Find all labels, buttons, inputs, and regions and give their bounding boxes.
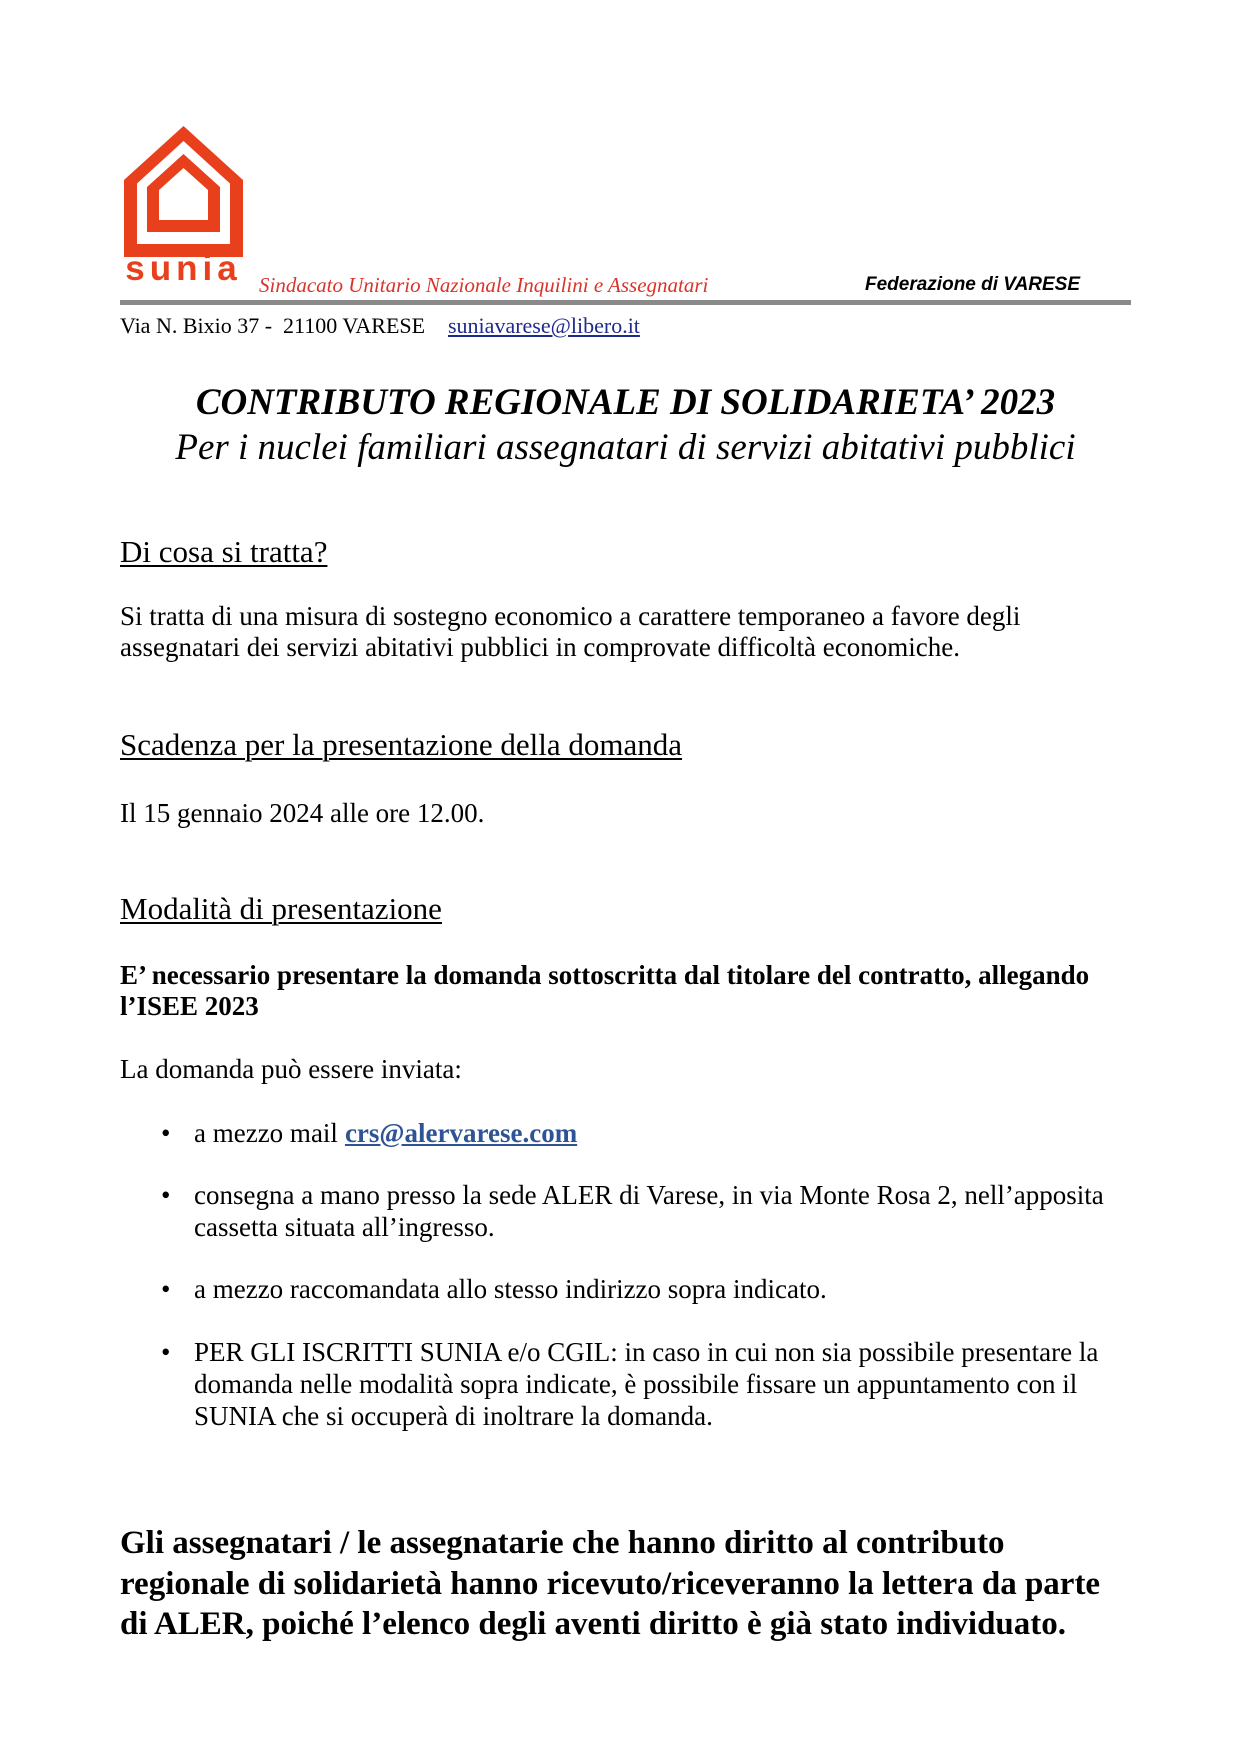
paragraph-line: Si tratta di una misura di sostegno economico a carattere temporaneo a favore degli <box>120 601 1021 631</box>
bullet-icon: • <box>161 1118 171 1148</box>
email-link[interactable]: suniavarese@libero.it <box>448 313 640 338</box>
submission-intro: La domanda può essere inviata: <box>120 1054 462 1084</box>
deadline-text: Il 15 gennaio 2024 alle ore 12.00. <box>120 798 485 828</box>
federation-label: Federazione di VARESE <box>865 274 1081 295</box>
section-heading-submission: Modalità di presentazione <box>120 891 442 926</box>
paragraph-line: assegnatari dei servizi abitativi pubblici in comprovate difficoltà economiche. <box>120 632 960 662</box>
list-item-line: PER GLI ISCRITTI SUNIA e/o CGIL: in caso in cui non sia possibile presentare la <box>194 1337 1099 1367</box>
requirement-line: l’ISEE 2023 <box>120 991 259 1021</box>
submission-email-link[interactable]: crs@alervarese.com <box>344 1118 578 1148</box>
sunia-logo <box>124 126 243 286</box>
header-divider <box>120 300 1131 305</box>
requirement-line: E’ necessario presentare la domanda sottoscritta dal titolare del contratto, allegando <box>120 960 1090 990</box>
section-heading-what-is-it: Di cosa si tratta? <box>120 534 328 569</box>
list-item-line: SUNIA che si occuperà di inoltrare la domanda. <box>194 1401 713 1431</box>
list-item <box>194 1117 577 1149</box>
list-item-line: consegna a mano presso la sede ALER di Varese, in via Monte Rosa 2, nell’apposita <box>194 1180 1104 1210</box>
document-subtitle: Per i nuclei familiari assegnatari di servizi abitativi pubblici <box>175 427 1076 468</box>
list-item-line: a mezzo raccomandata allo stesso indirizzo sopra indicato. <box>194 1274 827 1304</box>
organization-name: Sindacato Unitario Nazionale Inquilini e Assegnatari <box>259 273 709 297</box>
address: Via N. Bixio 37 - 21100 VARESE <box>120 313 426 338</box>
list-item-text: a mezzo mail <box>194 1118 338 1148</box>
document-title: CONTRIBUTO REGIONALE DI SOLIDARIETA’ 2023 <box>195 382 1056 423</box>
bullet-icon: • <box>161 1180 171 1210</box>
section-heading-deadline: Scadenza per la presentazione della domanda <box>120 727 683 762</box>
closing-note-line: di ALER, poiché l’elenco degli aventi diritto è già stato individuato. <box>120 1606 1067 1642</box>
sunia-house-logo-icon <box>124 126 243 257</box>
list-item-line: domanda nelle modalità sopra indicate, è possibile fissare un appuntamento con il <box>194 1369 1078 1399</box>
list-item-line: cassetta situata all’ingresso. <box>194 1212 495 1242</box>
closing-note-line: regionale di solidarietà hanno ricevuto/riceveranno la lettera da parte <box>120 1566 1101 1602</box>
closing-note-line: Gli assegnatari / le assegnatarie che hanno diritto al contributo <box>120 1525 1005 1561</box>
logo-wordmark: sunia <box>125 249 242 288</box>
bullet-icon: • <box>161 1274 171 1304</box>
bullet-icon: • <box>161 1337 171 1367</box>
